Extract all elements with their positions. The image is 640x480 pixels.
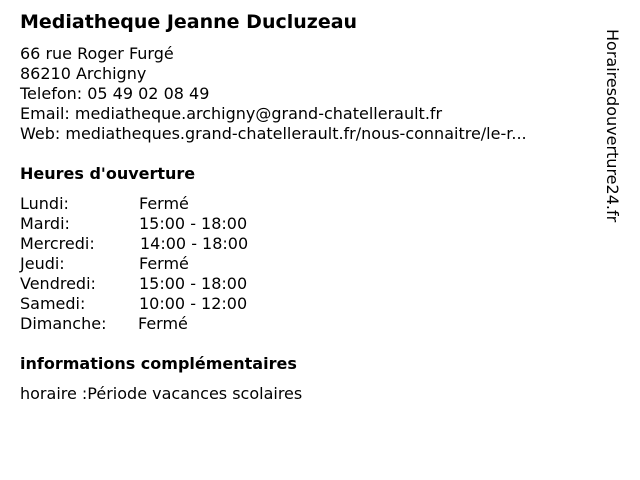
hours-row-wednesday xyxy=(20,234,248,254)
phone-line: Telefon: 05 49 02 08 49 xyxy=(20,84,210,103)
hours-row-sunday xyxy=(20,314,248,334)
hours-value: 15:00 - 18:00 xyxy=(139,214,248,233)
site-watermark: Horairesdouverture24.fr xyxy=(603,29,622,223)
hours-row-thursday xyxy=(20,254,248,274)
web-line: Web: mediatheques.grand-chatellerault.fr/nous-connaitre/le-r... xyxy=(20,124,527,143)
email-line: Email: mediatheque.archigny@grand-chatellerault.fr xyxy=(20,104,443,123)
hours-value: 14:00 - 18:00 xyxy=(140,234,249,253)
page-title: Mediatheque Jeanne Ducluzeau xyxy=(20,11,358,33)
opening-hours-heading: Heures d'ouverture xyxy=(20,164,196,183)
day-label: Dimanche: xyxy=(20,314,107,333)
address-block xyxy=(20,44,527,144)
additional-info-heading: informations complémentaires xyxy=(20,354,297,373)
day-label: Lundi: xyxy=(20,194,69,213)
hours-row-tuesday xyxy=(20,214,248,234)
hours-value: 10:00 - 12:00 xyxy=(139,294,248,313)
day-label: Vendredi: xyxy=(20,274,96,293)
city-address: 86210 Archigny xyxy=(20,64,147,83)
opening-hours-list xyxy=(20,194,248,334)
hours-row-monday xyxy=(20,194,248,214)
hours-value: 15:00 - 18:00 xyxy=(139,274,248,293)
hours-row-friday xyxy=(20,274,248,294)
hours-value: Fermé xyxy=(138,314,188,333)
day-label: Jeudi: xyxy=(20,254,65,273)
day-label: Mardi: xyxy=(20,214,70,233)
hours-value: Fermé xyxy=(139,194,189,213)
additional-info-text: horaire :Période vacances scolaires xyxy=(20,384,303,403)
day-label: Mercredi: xyxy=(20,234,95,253)
street-address: 66 rue Roger Furgé xyxy=(20,44,174,63)
day-label: Samedi: xyxy=(20,294,86,313)
hours-row-saturday xyxy=(20,294,248,314)
hours-value: Fermé xyxy=(139,254,189,273)
